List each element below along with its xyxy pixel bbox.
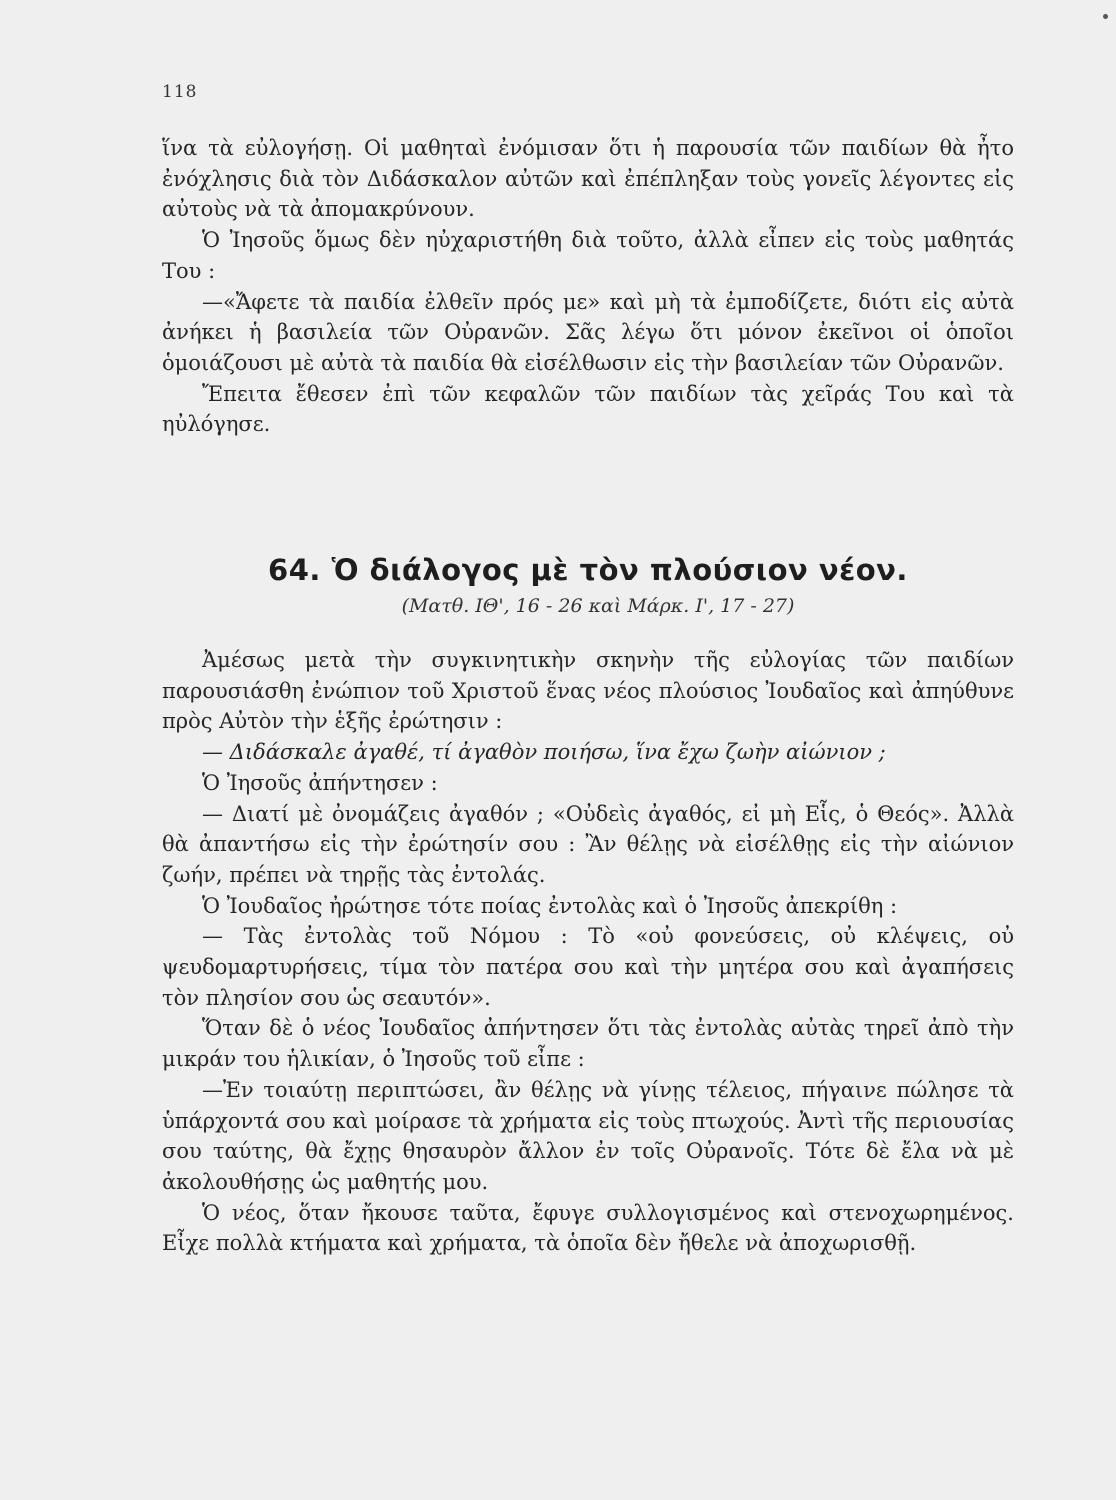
page-number: 118	[162, 82, 198, 102]
paragraph: — Διατί μὲ ὀνομάζεις ἀγαθόν ; «Οὐδεὶς ἀγαθός, εἰ μὴ Εἷς, ὁ Θεός». Ἀλλὰ θὰ ἀπαντήσω εἰς τὴν ἐρώτησίν σου : Ἂν θέλῃς νὰ εἰσέλθῃς εἰς τὴν αἰώνιον ζωήν, πρέπει νὰ τηρῇς τὰς ἐντολάς.	[162, 801, 1014, 887]
paragraph: — Διδάσκαλε ἀγαθέ, τί ἀγαθὸν ποιήσω, ἵνα ἔχω ζωὴν αἰώνιον ;	[202, 740, 886, 765]
paragraph: Ἔπειτα ἔθεσεν ἐπὶ τῶν κεφαλῶν τῶν παιδίων τὰς χεῖράς Του καὶ τὰ ηὐλόγησε.	[162, 381, 1014, 437]
paragraph: —«Ἄφετε τὰ παιδία ἐλθεῖν πρός με» καὶ μὴ τὰ ἐμποδίζετε, διότι εἰς αὐτὰ ἀνήκει ἡ βασιλεία τῶν Οὐρανῶν. Σᾶς λέγω ὅτι μόνον ἐκεῖνοι οἱ ὁποῖοι ὁμοιάζουσι μὲ αὐτὰ τὰ παιδία θὰ εἰσέλθωσιν εἰς τὴν βασιλείαν τῶν Οὐρανῶν.	[162, 289, 1014, 375]
section-title: 64. Ὁ διάλογος μὲ τὸν πλούσιον νέον.	[268, 553, 908, 587]
section-reference: (Ματθ. ΙΘ', 16 - 26 καὶ Μάρκ. Ι', 17 - 27)	[401, 595, 795, 617]
paragraph: Ὁ Ἰησοῦς ἀπήντησεν :	[202, 770, 438, 795]
paragraph: Ὁ νέος, ὅταν ἤκουσε ταῦτα, ἔφυγε συλλογισμένος καὶ στενοχωρημένος. Εἶχε πολλὰ κτήματα καὶ χρήματα, τὰ ὁποῖα δὲν ἤθελε νὰ ἀποχωρισθῇ.	[162, 1200, 1014, 1256]
paragraph: — Τὰς ἐντολὰς τοῦ Νόμου : Τὸ «οὐ φονεύσεις, οὐ κλέψεις, οὐ ψευδομαρτυρήσεις, τίμα τὸν πατέρα σου καὶ τὴν μητέρα σου καὶ ἀγαπήσεις τὸν πλησίον σου ὡς σεαυτόν».	[162, 924, 1014, 1010]
top-text-block	[162, 133, 1014, 440]
scan-speck	[1103, 14, 1108, 19]
paragraph: Ἀμέσως μετὰ τὴν συγκινητικὴν σκηνὴν τῆς εὐλογίας τῶν παιδίων παρουσιάσθη ἐνώπιον τοῦ Χριστοῦ ἕνας νέος πλούσιος Ἰουδαῖος καὶ ἀπηύθυνε πρὸς Αὐτὸν τὴν ἑξῆς ἐρώτησιν :	[162, 648, 1014, 734]
bottom-text-block	[162, 645, 1014, 1259]
paragraph: Ὁ Ἰουδαῖος ἠρώτησε τότε ποίας ἐντολὰς καὶ ὁ Ἰησοῦς ἀπεκρίθη :	[202, 893, 898, 918]
paragraph: —Ἐν τοιαύτῃ περιπτώσει, ἂν θέλῃς νὰ γίνῃς τέλειος, πήγαινε πώλησε τὰ ὑπάρχοντά σου καὶ μοίρασε τὰ χρήματα εἰς τοὺς πτωχούς. Ἀντὶ τῆς περιουσίας σου ταύτης, θὰ ἔχῃς θησαυρὸν ἄλλον ἐν τοῖς Οὐρανοῖς. Τότε δὲ ἔλα νὰ μὲ ἀκολουθήσῃς ὡς μαθητής μου.	[162, 1077, 1014, 1194]
paragraph: Ὅταν δὲ ὁ νέος Ἰουδαῖος ἀπήντησεν ὅτι τὰς ἐντολὰς αὐτὰς τηρεῖ ἀπὸ τὴν μικράν του ἡλικίαν, ὁ Ἰησοῦς τοῦ εἶπε :	[162, 1016, 1014, 1072]
paragraph: Ὁ Ἰησοῦς ὅμως δὲν ηὐχαριστήθη διὰ τοῦτο, ἀλλὰ εἶπεν εἰς τοὺς μαθητάς Του :	[162, 228, 1014, 283]
paragraph: ἵνα τὰ εὐλογήσῃ. Οἱ μαθηταὶ ἐνόμισαν ὅτι ἡ παρουσία τῶν παιδίων θὰ ἦτο ἐνόχλησις διὰ τὸν Διδάσκαλον αὐτῶν καὶ ἐπέπληξαν τοὺς γονεῖς λέγοντες εἰς αὐτοὺς νὰ τὰ ἀπομακρύνουν.	[162, 136, 1014, 222]
